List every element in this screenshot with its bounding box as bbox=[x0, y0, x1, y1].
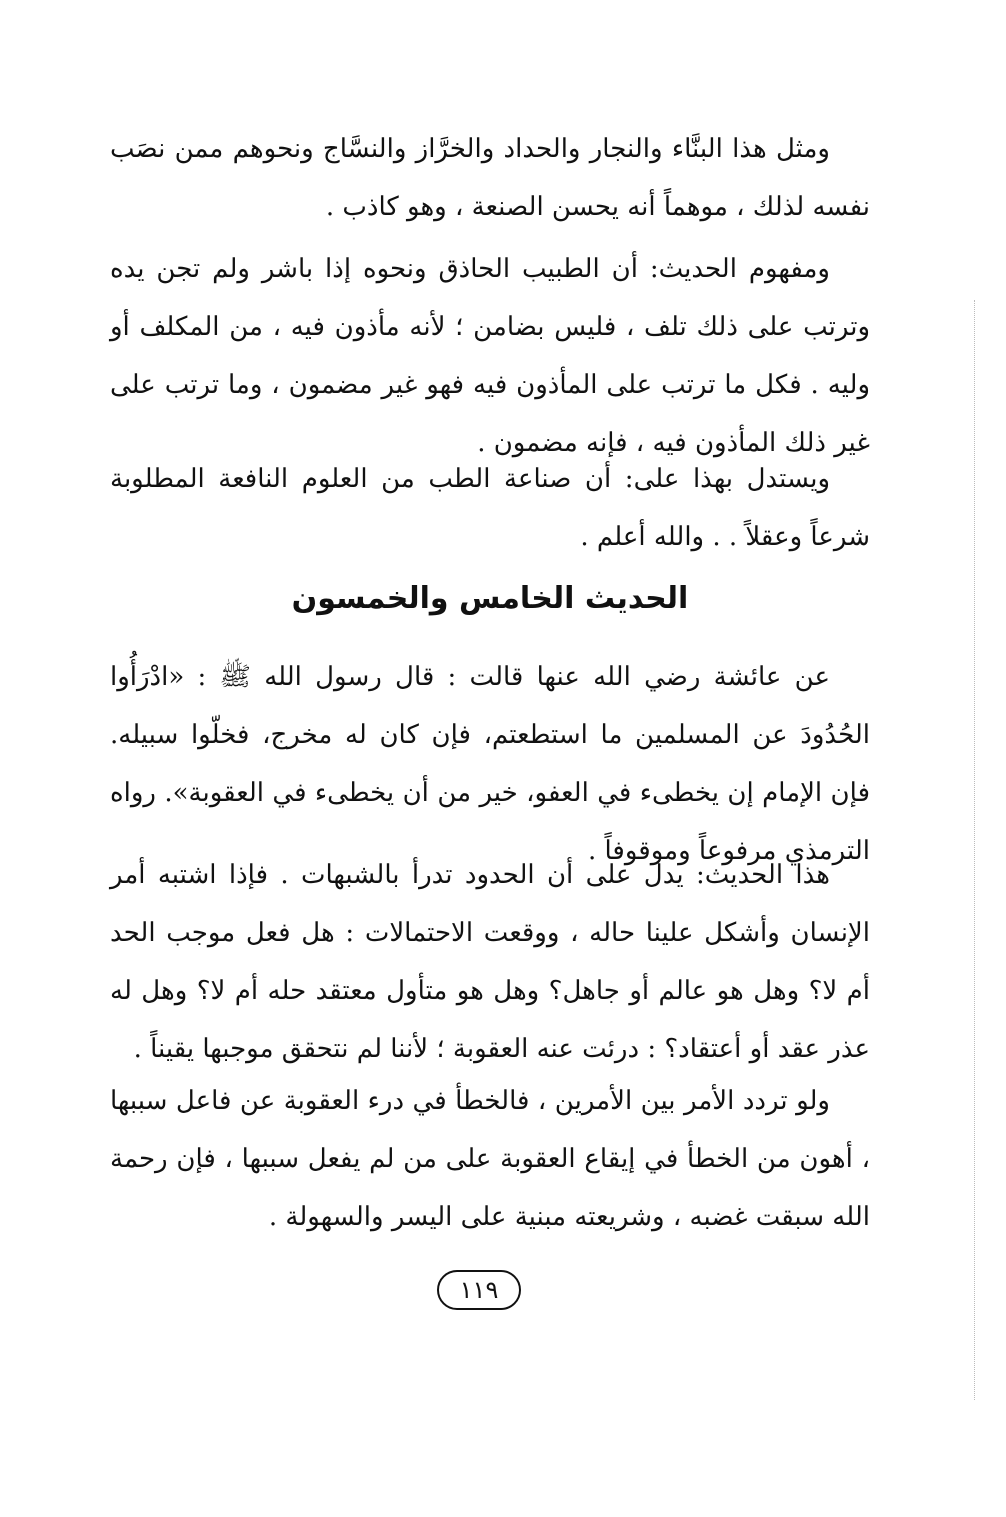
paragraph-text: ومفهوم الحديث: أن الطبيب الحاذق ونحوه إذا باشر ولم تجن يده وترتب على ذلك تلف ، فليس بضامن ؛ لأنه مأذون فيه ، من المكلف أو وليه . فكل ما ترتب على المأذون فيه فهو غير مضمون ، وما ترتب على غير ذلك المأذون فيه ، فإنه مضمون . bbox=[110, 254, 870, 458]
section-heading: الحديث الخامس والخمسون bbox=[291, 581, 689, 616]
paragraph-text: هذا الحديث: يدل على أن الحدود تدرأ بالشبهات . فإذا اشتبه أمر الإنسان وأشكل علينا حاله ، ووقعت الاحتمالات : هل فعل موجب الحد أم لا؟ وهل هو عالم أو جاهل؟ وهل هو متأول معتقد حله أم لا؟ وهل له عذر عقد أو أعتقاد؟ : درئت عنه العقوبة ؛ لأننا لم نتحقق موجبها يقيناً . bbox=[110, 860, 870, 1064]
paragraph-text: ولو تردد الأمر بين الأمرين ، فالخطأ في درء العقوبة عن فاعل سببها ، أهون من الخطأ في إيقاع العقوبة على من لم يفعل سببها ، فإن رحمة الله سبقت غضبه ، وشريعته مبنية على اليسر والسهولة . bbox=[110, 1086, 870, 1232]
paragraph-text: ومثل هذا البنَّاء والنجار والحداد والخرَّاز والنسَّاج ونحوهم ممن نصَب نفسه لذلك ، موهماً أنه يحسن الصنعة ، وهو كاذب . bbox=[110, 134, 870, 222]
paragraph-hadith-meaning bbox=[110, 240, 870, 472]
paragraph-hadith-explanation bbox=[110, 846, 870, 1078]
paragraph-text: ويستدل بهذا على: أن صناعة الطب من العلوم النافعة المطلوبة شرعاً وعقلاً . . والله أعلم . bbox=[110, 464, 870, 552]
page-number: ١١٩ bbox=[437, 1270, 521, 1310]
margin-dotted-rule bbox=[974, 300, 975, 1400]
paragraph-text: عن عائشة رضي الله عنها قالت : قال رسول الله ﷺ : «ادْرَأُوا الحُدُودَ عن المسلمين ما استطعتم، فإن كان له مخرج، فخلّوا سبيله. فإن الإمام إن يخطىء في العفو، خير من أن يخطىء في العقوبة». رواه الترمذي مرفوعاً وموقوفاً . bbox=[110, 662, 870, 866]
paragraph-hadith-mercy bbox=[110, 1072, 870, 1246]
paragraph-craftsmen bbox=[110, 120, 870, 236]
paragraph-medicine-conclusion bbox=[110, 450, 870, 566]
